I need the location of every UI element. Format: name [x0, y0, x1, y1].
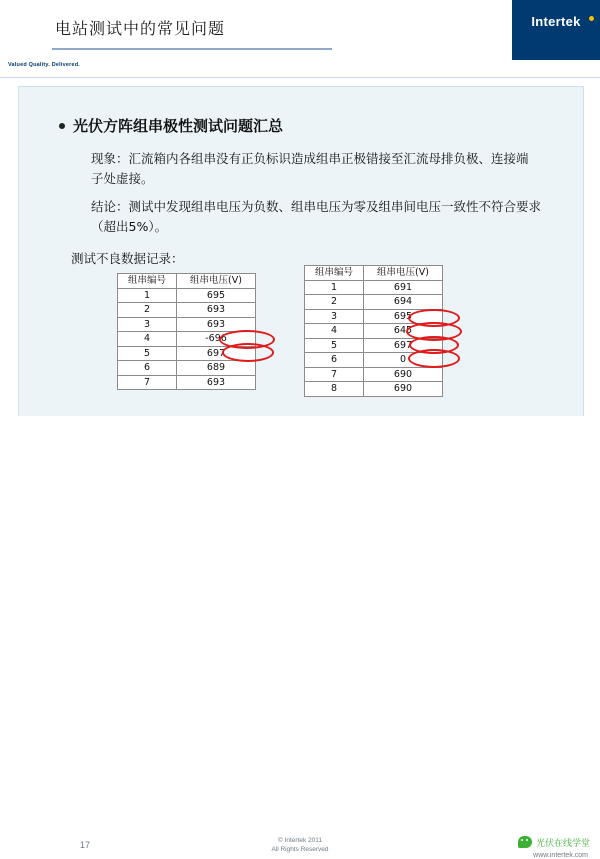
table-row	[118, 375, 256, 390]
wechat-badge	[518, 834, 590, 850]
cell-string-id: 2	[305, 295, 364, 310]
logo-dot-icon	[589, 16, 594, 21]
table-row	[118, 361, 256, 376]
table-row	[305, 367, 443, 382]
bullet-heading-label: 光伏方阵组串极性测试问题汇总	[73, 117, 284, 135]
cell-string-voltage: 690	[364, 382, 443, 397]
cell-string-voltage: 697	[177, 346, 256, 361]
table-row	[305, 324, 443, 339]
table-header-row	[118, 274, 256, 289]
table-row	[118, 317, 256, 332]
cell-string-id: 1	[305, 280, 364, 295]
cell-string-id: 2	[118, 303, 177, 318]
copyright-line-2: All Rights Reserved	[271, 846, 329, 853]
cell-string-id: 5	[118, 346, 177, 361]
table-left-body	[118, 288, 256, 390]
cell-string-id: 6	[118, 361, 177, 376]
table-row	[118, 346, 256, 361]
data-table-right	[304, 265, 443, 397]
slide-footer	[0, 416, 600, 859]
cell-string-id: 1	[118, 288, 177, 303]
cell-string-voltage: 693	[177, 375, 256, 390]
cell-string-voltage: 0	[364, 353, 443, 368]
cell-string-id: 3	[305, 309, 364, 324]
cell-string-id: 5	[305, 338, 364, 353]
conclusion-text: 结论：测试中发现组串电压为负数、组串电压为零及组串间电压一致性不符合要求（超出5%）。	[91, 199, 542, 234]
cell-string-voltage: 690	[364, 367, 443, 382]
cell-string-voltage: 645	[364, 324, 443, 339]
cell-string-voltage: -696	[177, 332, 256, 347]
wechat-icon	[518, 836, 532, 848]
header-divider	[0, 77, 600, 78]
cell-string-voltage: 693	[177, 317, 256, 332]
logo-text: Intertek	[531, 14, 581, 29]
cell-string-voltage: 691	[364, 280, 443, 295]
cell-string-voltage: 695	[177, 288, 256, 303]
cell-string-voltage: 689	[177, 361, 256, 376]
record-label: 测试不良数据记录：	[71, 251, 184, 266]
table-row	[305, 309, 443, 324]
table-right-body	[305, 280, 443, 396]
copyright-line-1: © Intertek 2011	[277, 837, 323, 844]
table-row	[305, 382, 443, 397]
table-row	[118, 332, 256, 347]
slide-header	[0, 0, 600, 78]
table-row	[305, 353, 443, 368]
cell-string-voltage: 695	[364, 309, 443, 324]
column-header-voltage: 组串电压(V)	[364, 266, 443, 281]
bullet-dot-icon	[59, 123, 65, 129]
table-row	[118, 288, 256, 303]
cell-string-id: 3	[118, 317, 177, 332]
column-header-voltage: 组串电压(V)	[177, 274, 256, 289]
cell-string-voltage: 693	[177, 303, 256, 318]
cell-string-voltage: 697	[364, 338, 443, 353]
cell-string-id: 4	[305, 324, 364, 339]
table-header-row	[305, 266, 443, 281]
logo-tagline: Valued Quality. Delivered.	[7, 62, 81, 68]
table-row	[305, 295, 443, 310]
phenomenon-text: 现象：汇流箱内各组串没有正负标识造成组串正极错接至汇流母排负极、连接端子处虚接。	[91, 151, 529, 186]
wechat-label: 光伏在线学堂	[535, 838, 590, 849]
cell-string-id: 6	[305, 353, 364, 368]
data-table-left	[117, 273, 256, 390]
cell-string-voltage: 694	[364, 295, 443, 310]
column-header-id: 组串编号	[305, 266, 364, 281]
column-header-id: 组串编号	[118, 274, 177, 289]
intertek-logo	[512, 0, 600, 60]
table-row	[118, 303, 256, 318]
cell-string-id: 7	[305, 367, 364, 382]
cell-string-id: 7	[118, 375, 177, 390]
cell-string-id: 4	[118, 332, 177, 347]
page-title: 电站测试中的常见问题	[55, 19, 226, 38]
content-panel	[18, 86, 584, 418]
page-number: 17	[80, 840, 91, 850]
title-underline	[52, 48, 332, 50]
website-url: www.intertek.com	[533, 852, 588, 859]
table-row	[305, 280, 443, 295]
cell-string-id: 8	[305, 382, 364, 397]
table-row	[305, 338, 443, 353]
